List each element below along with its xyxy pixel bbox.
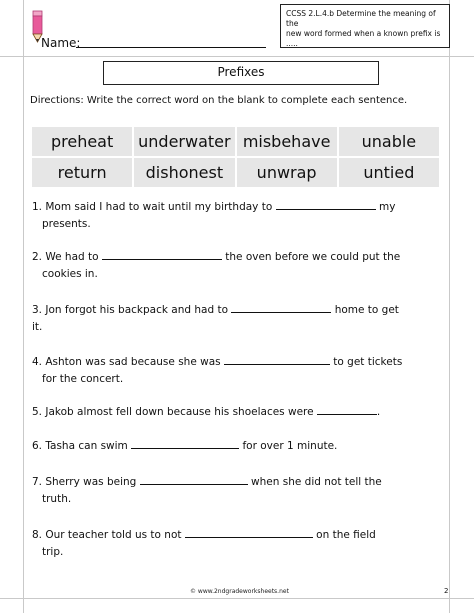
question-text: 5. Jakob almost fell down because his shoelaces were: [32, 406, 314, 418]
grid-line: [23, 0, 24, 613]
word-bank-cell: misbehave: [236, 126, 338, 157]
grid-line: [449, 0, 450, 613]
question-text: truth.: [42, 493, 72, 505]
question-text: 1. Mom said I had to wait until my birthday to: [32, 201, 273, 213]
word-bank-cell: unwrap: [236, 157, 338, 188]
question-text: for the concert.: [42, 373, 124, 385]
answer-blank[interactable]: [276, 199, 376, 210]
word-bank-cell: untied: [338, 157, 440, 188]
question-8: [32, 527, 376, 561]
question-text: 8. Our teacher told us to not: [32, 529, 182, 541]
word-bank-cell: underwater: [133, 126, 235, 157]
grid-line: [0, 598, 474, 599]
word-bank-row: [31, 126, 440, 157]
page-title: Prefixes: [103, 61, 379, 85]
question-text: 6. Tasha can swim: [32, 440, 128, 452]
question-7: [32, 474, 382, 508]
question-text: it.: [32, 321, 43, 333]
name-label: Name:: [41, 36, 81, 50]
question-text: the oven before we could put the: [225, 251, 401, 263]
answer-blank[interactable]: [131, 438, 239, 449]
standard-box: [280, 4, 450, 48]
question-4: [32, 354, 402, 388]
name-field[interactable]: [76, 47, 266, 48]
question-text: presents.: [42, 218, 91, 230]
answer-blank[interactable]: [140, 474, 248, 485]
question-5: [32, 404, 380, 421]
question-text: to get tickets: [333, 356, 403, 368]
question-3: [32, 302, 399, 336]
page-number: 2: [444, 587, 449, 595]
answer-blank[interactable]: [185, 527, 313, 538]
answer-blank[interactable]: [102, 249, 222, 260]
question-text: 4. Ashton was sad because she was: [32, 356, 221, 368]
question-text: cookies in.: [42, 268, 98, 280]
word-bank: [30, 125, 441, 189]
answer-blank[interactable]: [317, 404, 377, 415]
word-bank-row: [31, 157, 440, 188]
question-text: home to get: [334, 304, 399, 316]
answer-blank[interactable]: [231, 302, 331, 313]
question-text: 2. We had to: [32, 251, 99, 263]
grid-line: [0, 56, 474, 57]
word-bank-cell: unable: [338, 126, 440, 157]
question-text: 7. Sherry was being: [32, 476, 137, 488]
question-text: 3. Jon forgot his backpack and had to: [32, 304, 229, 316]
question-2: [32, 249, 400, 283]
word-bank-cell: return: [31, 157, 133, 188]
question-text: when she did not tell the: [251, 476, 382, 488]
question-1: [32, 199, 395, 233]
directions-text: Directions: Write the correct word on the blank to complete each sentence.: [30, 95, 408, 106]
answer-blank[interactable]: [224, 354, 330, 365]
standard-text-line-2: new word formed when a known prefix is .....: [286, 29, 441, 48]
word-bank-cell: preheat: [31, 126, 133, 157]
question-text: trip.: [42, 546, 64, 558]
footer-site: © www.2ndgradeworksheets.net: [190, 588, 289, 595]
question-text: .: [376, 406, 381, 418]
standard-text-line-1: CCSS 2.L.4.b Determine the meaning of the: [286, 9, 436, 28]
question-text: my: [378, 201, 396, 213]
question-text: for over 1 minute.: [242, 440, 338, 452]
question-text: on the field: [316, 529, 376, 541]
question-6: [32, 438, 337, 455]
word-bank-cell: dishonest: [133, 157, 235, 188]
